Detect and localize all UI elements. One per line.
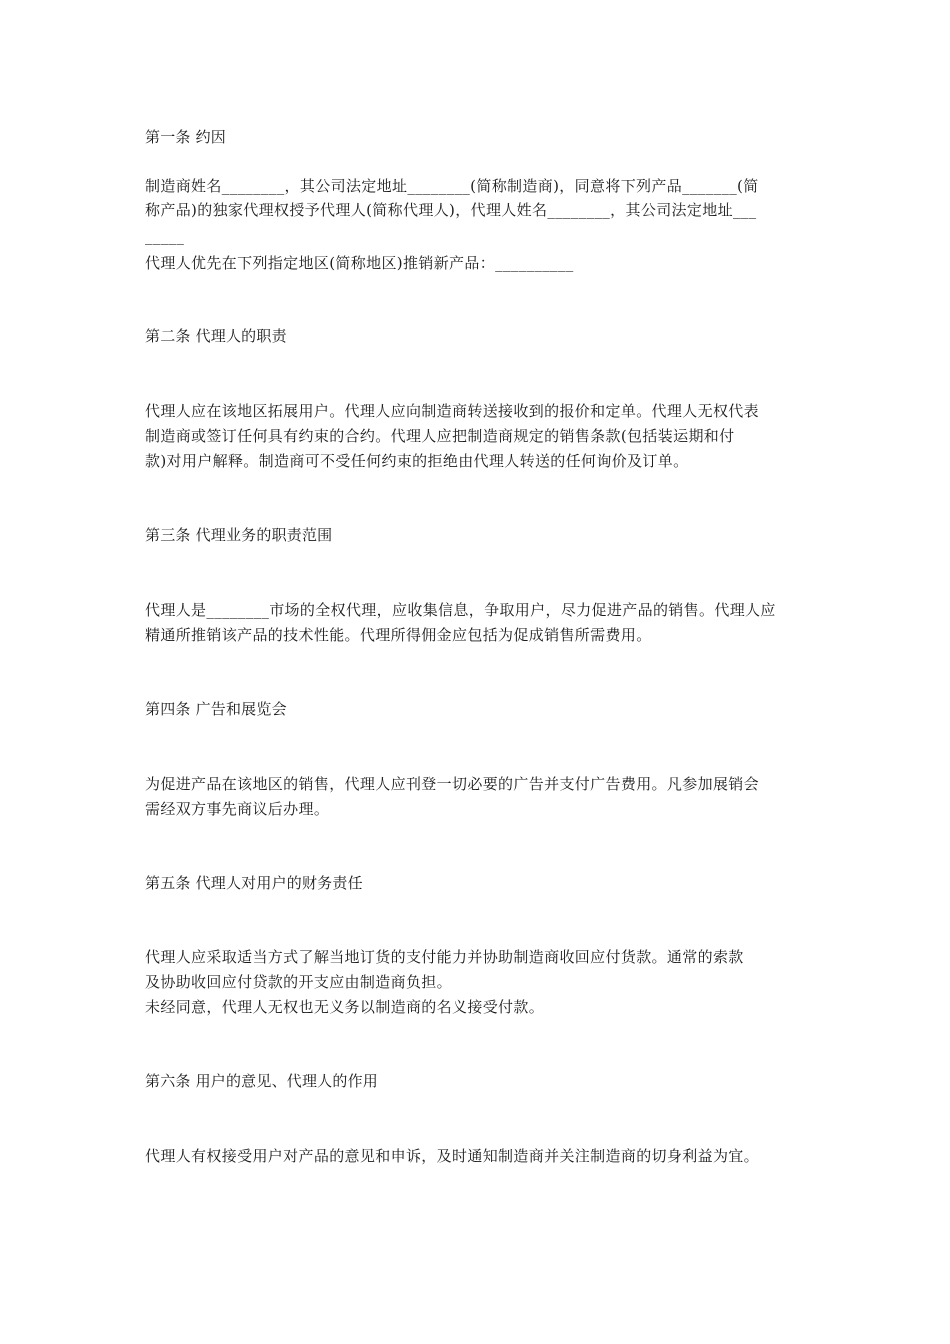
article-5-line-3: 未经同意，代理人无权也无义务以制造商的名义接受付款。 (145, 998, 545, 1016)
article-4-line-2: 需经双方事先商议后办理。 (145, 800, 330, 818)
article-1-heading: 第一条 约因 (145, 128, 226, 146)
article-1-line-2: 称产品)的独家代理权授予代理人(简称代理人)，代理人姓名________，其公司法定地址___ (145, 201, 757, 219)
article-1-line-3: _____ (145, 227, 185, 245)
article-3-line-1: 代理人是________市场的全权代理，应收集信息，争取用户，尽力促进产品的销售。代理人应 (145, 601, 776, 619)
article-5-heading: 第五条 代理人对用户的财务责任 (145, 874, 363, 892)
article-6-heading: 第六条 用户的意见、代理人的作用 (145, 1072, 378, 1090)
article-4-line-1: 为促进产品在该地区的销售，代理人应刊登一切必要的广告并支付广告费用。凡参加展销会 (145, 775, 760, 793)
article-1-line-4: 代理人优先在下列指定地区(简称地区)推销新产品：__________ (145, 254, 574, 272)
article-4-heading: 第四条 广告和展览会 (145, 700, 287, 718)
article-5-line-1: 代理人应采取适当方式了解当地订货的支付能力并协助制造商收回应付货款。通常的索款 (145, 948, 744, 966)
article-1-line-1: 制造商姓名________，其公司法定地址________(简称制造商)，同意将下列产品_______(简 (145, 177, 759, 195)
article-3-heading: 第三条 代理业务的职责范围 (145, 526, 333, 544)
article-2-heading: 第二条 代理人的职责 (145, 327, 287, 345)
article-2-line-1: 代理人应在该地区拓展用户。代理人应向制造商转送接收到的报价和定单。代理人无权代表 (145, 402, 760, 420)
article-2-line-2: 制造商或签订任何具有约束的合约。代理人应把制造商规定的销售条款(包括装运期和付 (145, 427, 735, 445)
article-5-line-2: 及协助收回应付贷款的开支应由制造商负担。 (145, 973, 453, 991)
article-2-line-3: 款)对用户解释。制造商可不受任何约束的拒绝由代理人转送的任何询价及订单。 (145, 452, 689, 470)
article-6-line-1: 代理人有权接受用户对产品的意见和申诉，及时通知制造商并关注制造商的切身利益为宜。 (145, 1147, 760, 1165)
article-3-line-2: 精通所推销该产品的技术性能。代理所得佣金应包括为促成销售所需费用。 (145, 626, 652, 644)
